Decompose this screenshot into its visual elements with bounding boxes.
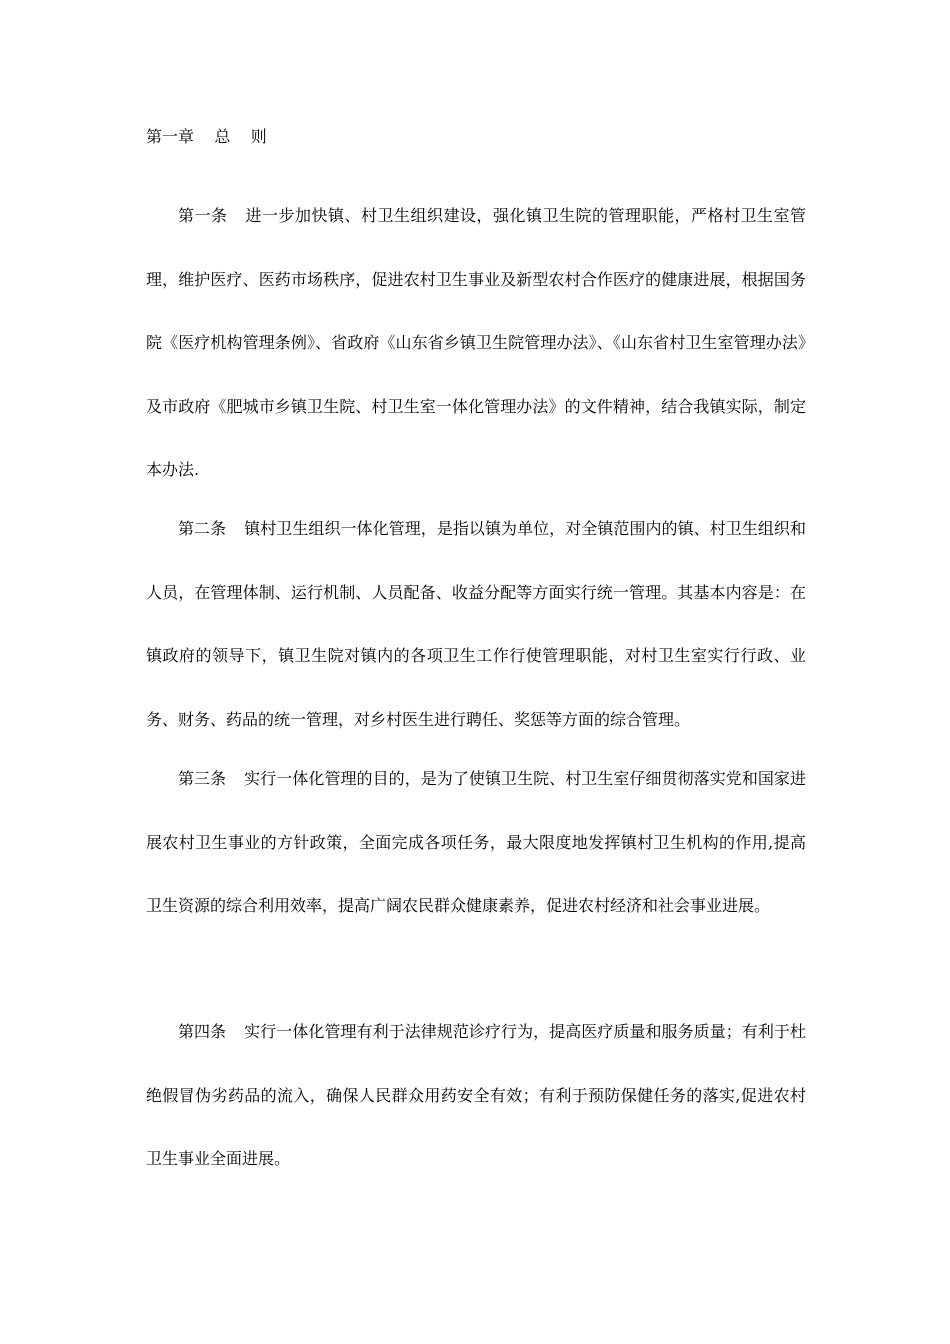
article-paragraph (146, 184, 806, 502)
article-label: 第二条 (178, 519, 227, 538)
article-label: 第四条 (178, 1022, 227, 1041)
article-text: 镇村卫生组织一体化管理，是指以镇为单位，对全镇范围内的镇、村卫生组织和人员，在管理体制、运行机制、人员配备、收益分配等方面实行统一管理。其基本内容是：在镇政府的领导下，镇卫生院对镇内的各项卫生工作行使管理职能，对村卫生室实行行政、业务、财务、药品的统一管理，对乡村医生进行聘任、奖惩等方面的综合管理。 (146, 519, 806, 729)
article-text: 进一步加快镇、村卫生组织建设，强化镇卫生院的管理职能，严格村卫生室管理，维护医疗、医药市场秩序，促进农村卫生事业及新型农村合作医疗的健康进展，根据国务院《医疗机构管理条例》、省政府《山东省乡镇卫生院管理办法》、《山东省村卫生室管理办法》及市政府《肥城市乡镇卫生院、村卫生室一体化管理办法》的文件精神，结合我镇实际，制定本办法. (146, 206, 806, 479)
article-text: 实行一体化管理有利于法律规范诊疗行为，提高医疗质量和服务质量；有利于杜绝假冒伪劣药品的流入，确保人民群众用药安全有效；有利于预防保健任务的落实,促进农村卫生事业全面进展。 (146, 1022, 806, 1168)
chapter-title: 第一章 总 则 (146, 127, 267, 146)
article-paragraph (146, 497, 806, 751)
article-label: 第三条 (178, 769, 227, 788)
article-paragraph (146, 747, 806, 938)
article-paragraph (146, 1000, 806, 1191)
article-text: 实行一体化管理的目的，是为了使镇卫生院、村卫生室仔细贯彻落实党和国家进展农村卫生事业的方针政策，全面完成各项任务，最大限度地发挥镇村卫生机构的作用,提高卫生资源的综合利用效率，提高广阔农民群众健康素养，促进农村经济和社会事业进展。 (146, 769, 806, 915)
article-label: 第一条 (178, 206, 228, 225)
